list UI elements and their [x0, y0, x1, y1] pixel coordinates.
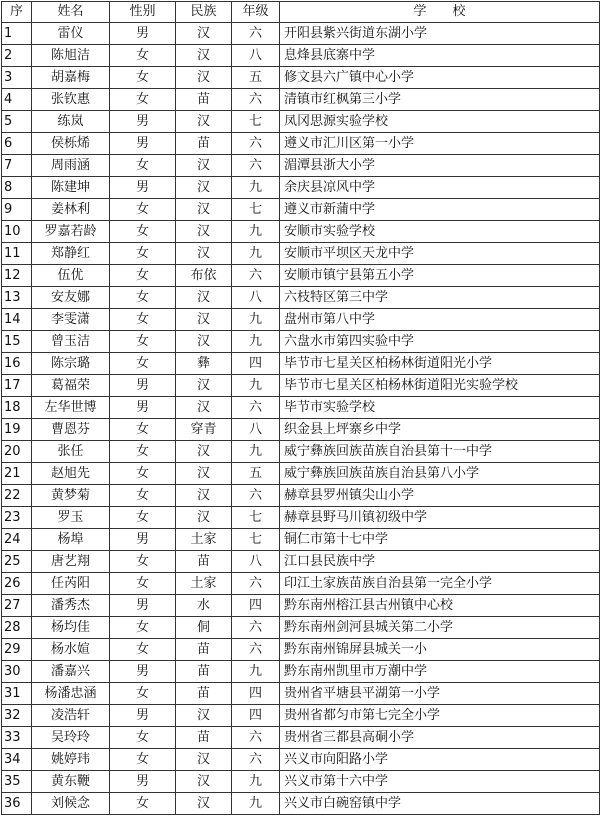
- ethnicity-cell: 汉: [176, 441, 232, 463]
- table-row: [2, 353, 600, 375]
- grade-cell: 六: [232, 573, 280, 595]
- table-row: [2, 155, 600, 177]
- grade-cell: 六: [232, 749, 280, 771]
- grade-cell: 八: [232, 419, 280, 441]
- seq-cell: 13: [2, 287, 32, 309]
- gender-cell: 女: [110, 507, 176, 529]
- school-cell: 安顺市平坝区天龙中学: [280, 243, 600, 265]
- grade-cell: 四: [232, 353, 280, 375]
- seq-cell: 11: [2, 243, 32, 265]
- ethnicity-cell: 汉: [176, 155, 232, 177]
- table-row: [2, 793, 600, 815]
- ethnicity-cell: 汉: [176, 111, 232, 133]
- grade-cell: 九: [232, 375, 280, 397]
- table-row: [2, 573, 600, 595]
- ethnicity-cell: 汉: [176, 287, 232, 309]
- seq-cell: 25: [2, 551, 32, 573]
- school-cell: 黔东南州榕江县古州镇中心校: [280, 595, 600, 617]
- seq-cell: 3: [2, 67, 32, 89]
- header-gender: 性别: [110, 2, 176, 23]
- name-cell: 潘嘉兴: [32, 661, 110, 683]
- header-school: 学 校: [280, 2, 600, 23]
- seq-cell: 8: [2, 177, 32, 199]
- name-cell: 陈建坤: [32, 177, 110, 199]
- seq-cell: 35: [2, 771, 32, 793]
- table-row: [2, 595, 600, 617]
- name-cell: 葛福荣: [32, 375, 110, 397]
- ethnicity-cell: 苗: [176, 639, 232, 661]
- seq-cell: 22: [2, 485, 32, 507]
- seq-cell: 9: [2, 199, 32, 221]
- grade-cell: 七: [232, 529, 280, 551]
- seq-cell: 20: [2, 441, 32, 463]
- table-row: [2, 463, 600, 485]
- ethnicity-cell: 土家: [176, 529, 232, 551]
- table-row: [2, 221, 600, 243]
- header-grade: 年级: [232, 2, 280, 23]
- school-cell: 六枝特区第三中学: [280, 287, 600, 309]
- ethnicity-cell: 汉: [176, 23, 232, 45]
- grade-cell: 九: [232, 221, 280, 243]
- seq-cell: 7: [2, 155, 32, 177]
- school-cell: 遵义市新蒲中学: [280, 199, 600, 221]
- ethnicity-cell: 苗: [176, 661, 232, 683]
- seq-cell: 33: [2, 727, 32, 749]
- name-cell: 刘候念: [32, 793, 110, 815]
- seq-cell: 21: [2, 463, 32, 485]
- name-cell: 潘秀杰: [32, 595, 110, 617]
- gender-cell: 女: [110, 353, 176, 375]
- table-row: [2, 89, 600, 111]
- ethnicity-cell: 苗: [176, 683, 232, 705]
- table-row: [2, 199, 600, 221]
- ethnicity-cell: 彝: [176, 353, 232, 375]
- grade-cell: 八: [232, 45, 280, 67]
- table-row: [2, 67, 600, 89]
- name-cell: 罗嘉若龄: [32, 221, 110, 243]
- seq-cell: 12: [2, 265, 32, 287]
- grade-cell: 六: [232, 397, 280, 419]
- seq-cell: 5: [2, 111, 32, 133]
- ethnicity-cell: 汉: [176, 309, 232, 331]
- table-row: [2, 177, 600, 199]
- name-cell: 唐艺翔: [32, 551, 110, 573]
- school-cell: 兴义市第十六中学: [280, 771, 600, 793]
- ethnicity-cell: 土家: [176, 573, 232, 595]
- gender-cell: 男: [110, 133, 176, 155]
- seq-cell: 6: [2, 133, 32, 155]
- grade-cell: 六: [232, 133, 280, 155]
- seq-cell: 2: [2, 45, 32, 67]
- school-cell: 赫章县罗州镇尖山小学: [280, 485, 600, 507]
- ethnicity-cell: 侗: [176, 617, 232, 639]
- seq-cell: 30: [2, 661, 32, 683]
- header-seq: 序: [2, 2, 32, 23]
- gender-cell: 男: [110, 375, 176, 397]
- school-cell: 六盘水市第四实验中学: [280, 331, 600, 353]
- gender-cell: 女: [110, 617, 176, 639]
- school-cell: 兴义市白碗窑镇中学: [280, 793, 600, 815]
- gender-cell: 男: [110, 177, 176, 199]
- seq-cell: 24: [2, 529, 32, 551]
- ethnicity-cell: 汉: [176, 243, 232, 265]
- gender-cell: 男: [110, 661, 176, 683]
- name-cell: 张任: [32, 441, 110, 463]
- table-row: [2, 485, 600, 507]
- table-row: [2, 133, 600, 155]
- table-row: [2, 45, 600, 67]
- name-cell: 曾玉洁: [32, 331, 110, 353]
- gender-cell: 女: [110, 463, 176, 485]
- seq-cell: 10: [2, 221, 32, 243]
- gender-cell: 女: [110, 639, 176, 661]
- name-cell: 杨埠: [32, 529, 110, 551]
- school-cell: 毕节市实验学校: [280, 397, 600, 419]
- gender-cell: 女: [110, 331, 176, 353]
- name-cell: 伍优: [32, 265, 110, 287]
- gender-cell: 女: [110, 419, 176, 441]
- name-cell: 左华世博: [32, 397, 110, 419]
- table-row: [2, 441, 600, 463]
- gender-cell: 女: [110, 793, 176, 815]
- student-table: [1, 1, 600, 815]
- grade-cell: 七: [232, 199, 280, 221]
- ethnicity-cell: 汉: [176, 221, 232, 243]
- name-cell: 胡嘉梅: [32, 67, 110, 89]
- seq-cell: 31: [2, 683, 32, 705]
- name-cell: 周雨涵: [32, 155, 110, 177]
- school-cell: 毕节市七星关区柏杨林街道阳光小学: [280, 353, 600, 375]
- table-row: [2, 287, 600, 309]
- table-row: [2, 617, 600, 639]
- gender-cell: 女: [110, 441, 176, 463]
- table-row: [2, 551, 600, 573]
- name-cell: 李雯潇: [32, 309, 110, 331]
- gender-cell: 女: [110, 45, 176, 67]
- seq-cell: 23: [2, 507, 32, 529]
- table-row: [2, 23, 600, 45]
- grade-cell: 六: [232, 727, 280, 749]
- table-row: [2, 749, 600, 771]
- seq-cell: 36: [2, 793, 32, 815]
- grade-cell: 七: [232, 111, 280, 133]
- name-cell: 黄梦菊: [32, 485, 110, 507]
- table-row: [2, 111, 600, 133]
- table-row: [2, 419, 600, 441]
- school-cell: 赫章县野马川镇初级中学: [280, 507, 600, 529]
- table-row: [2, 375, 600, 397]
- header-name: 姓名: [32, 2, 110, 23]
- grade-cell: 六: [232, 23, 280, 45]
- gender-cell: 女: [110, 309, 176, 331]
- grade-cell: 四: [232, 595, 280, 617]
- gender-cell: 女: [110, 155, 176, 177]
- grade-cell: 九: [232, 441, 280, 463]
- gender-cell: 男: [110, 705, 176, 727]
- seq-cell: 28: [2, 617, 32, 639]
- name-cell: 黄东鞭: [32, 771, 110, 793]
- ethnicity-cell: 苗: [176, 133, 232, 155]
- name-cell: 罗玉: [32, 507, 110, 529]
- seq-cell: 4: [2, 89, 32, 111]
- school-cell: 江口县民族中学: [280, 551, 600, 573]
- school-cell: 遵义市汇川区第一小学: [280, 133, 600, 155]
- grade-cell: 九: [232, 793, 280, 815]
- school-cell: 修文县六广镇中心小学: [280, 67, 600, 89]
- seq-cell: 1: [2, 23, 32, 45]
- grade-cell: 四: [232, 705, 280, 727]
- name-cell: 郑静红: [32, 243, 110, 265]
- seq-cell: 26: [2, 573, 32, 595]
- name-cell: 曹恩芬: [32, 419, 110, 441]
- gender-cell: 女: [110, 221, 176, 243]
- grade-cell: 九: [232, 309, 280, 331]
- table-row: [2, 661, 600, 683]
- gender-cell: 男: [110, 771, 176, 793]
- gender-cell: 男: [110, 23, 176, 45]
- grade-cell: 九: [232, 771, 280, 793]
- school-cell: 织金县上坪寨乡中学: [280, 419, 600, 441]
- name-cell: 杨均佳: [32, 617, 110, 639]
- gender-cell: 男: [110, 397, 176, 419]
- grade-cell: 九: [232, 661, 280, 683]
- school-cell: 安顺市镇宁县第五小学: [280, 265, 600, 287]
- gender-cell: 女: [110, 89, 176, 111]
- seq-cell: 18: [2, 397, 32, 419]
- gender-cell: 女: [110, 551, 176, 573]
- grade-cell: 六: [232, 617, 280, 639]
- gender-cell: 女: [110, 199, 176, 221]
- ethnicity-cell: 苗: [176, 727, 232, 749]
- grade-cell: 五: [232, 67, 280, 89]
- school-cell: 贵州省都匀市第七完全小学: [280, 705, 600, 727]
- seq-cell: 17: [2, 375, 32, 397]
- table-row: [2, 309, 600, 331]
- seq-cell: 32: [2, 705, 32, 727]
- ethnicity-cell: 汉: [176, 463, 232, 485]
- grade-cell: 九: [232, 243, 280, 265]
- school-cell: 威宁彝族回族苗族自治县第八小学: [280, 463, 600, 485]
- seq-cell: 19: [2, 419, 32, 441]
- ethnicity-cell: 汉: [176, 793, 232, 815]
- name-cell: 姜林利: [32, 199, 110, 221]
- header-ethnicity: 民族: [176, 2, 232, 23]
- table-row: [2, 683, 600, 705]
- ethnicity-cell: 汉: [176, 177, 232, 199]
- seq-cell: 29: [2, 639, 32, 661]
- school-cell: 黔东南州凯里市万潮中学: [280, 661, 600, 683]
- grade-cell: 九: [232, 331, 280, 353]
- school-cell: 威宁彝族回族苗族自治县第十一中学: [280, 441, 600, 463]
- ethnicity-cell: 汉: [176, 705, 232, 727]
- gender-cell: 女: [110, 287, 176, 309]
- grade-cell: 九: [232, 177, 280, 199]
- grade-cell: 八: [232, 287, 280, 309]
- gender-cell: 女: [110, 683, 176, 705]
- seq-cell: 34: [2, 749, 32, 771]
- school-cell: 余庆县凉风中学: [280, 177, 600, 199]
- school-cell: 凤冈思源实验学校: [280, 111, 600, 133]
- school-cell: 铜仁市第十七中学: [280, 529, 600, 551]
- ethnicity-cell: 苗: [176, 89, 232, 111]
- gender-cell: 女: [110, 573, 176, 595]
- ethnicity-cell: 汉: [176, 199, 232, 221]
- ethnicity-cell: 汉: [176, 45, 232, 67]
- ethnicity-cell: 穿青: [176, 419, 232, 441]
- name-cell: 赵旭先: [32, 463, 110, 485]
- grade-cell: 六: [232, 89, 280, 111]
- name-cell: 杨水媗: [32, 639, 110, 661]
- header-row: [2, 2, 600, 23]
- seq-cell: 14: [2, 309, 32, 331]
- table-row: [2, 507, 600, 529]
- ethnicity-cell: 汉: [176, 749, 232, 771]
- table-row: [2, 243, 600, 265]
- school-cell: 毕节市七星关区柏杨林街道阳光实验学校: [280, 375, 600, 397]
- school-cell: 贵州省平塘县平湖第一小学: [280, 683, 600, 705]
- table-row: [2, 529, 600, 551]
- name-cell: 陈宗璐: [32, 353, 110, 375]
- name-cell: 姚婷玮: [32, 749, 110, 771]
- name-cell: 杨潘忠涵: [32, 683, 110, 705]
- school-cell: 开阳县紫兴街道东湖小学: [280, 23, 600, 45]
- gender-cell: 女: [110, 749, 176, 771]
- school-cell: 清镇市红枫第三小学: [280, 89, 600, 111]
- seq-cell: 16: [2, 353, 32, 375]
- school-cell: 兴义市向阳路小学: [280, 749, 600, 771]
- gender-cell: 男: [110, 595, 176, 617]
- gender-cell: 女: [110, 243, 176, 265]
- table-row: [2, 639, 600, 661]
- name-cell: 吴玲玲: [32, 727, 110, 749]
- ethnicity-cell: 汉: [176, 485, 232, 507]
- gender-cell: 男: [110, 529, 176, 551]
- name-cell: 张钦惠: [32, 89, 110, 111]
- grade-cell: 八: [232, 551, 280, 573]
- name-cell: 雷仪: [32, 23, 110, 45]
- seq-cell: 27: [2, 595, 32, 617]
- gender-cell: 女: [110, 67, 176, 89]
- table-row: [2, 771, 600, 793]
- grade-cell: 四: [232, 683, 280, 705]
- table-row: [2, 265, 600, 287]
- ethnicity-cell: 汉: [176, 67, 232, 89]
- gender-cell: 男: [110, 111, 176, 133]
- ethnicity-cell: 水: [176, 595, 232, 617]
- ethnicity-cell: 汉: [176, 375, 232, 397]
- school-cell: 黔东南州锦屏县城关一小: [280, 639, 600, 661]
- table-row: [2, 705, 600, 727]
- grade-cell: 七: [232, 507, 280, 529]
- school-cell: 湄潭县浙大小学: [280, 155, 600, 177]
- ethnicity-cell: 汉: [176, 771, 232, 793]
- grade-cell: 五: [232, 463, 280, 485]
- table-row: [2, 397, 600, 419]
- gender-cell: 女: [110, 727, 176, 749]
- name-cell: 任芮阳: [32, 573, 110, 595]
- ethnicity-cell: 汉: [176, 331, 232, 353]
- school-cell: 贵州省三都县高硐小学: [280, 727, 600, 749]
- grade-cell: 六: [232, 155, 280, 177]
- school-cell: 盘州市第八中学: [280, 309, 600, 331]
- school-cell: 息烽县底寨中学: [280, 45, 600, 67]
- school-cell: 印江土家族苗族自治县第一完全小学: [280, 573, 600, 595]
- gender-cell: 女: [110, 485, 176, 507]
- school-cell: 安顺市实验学校: [280, 221, 600, 243]
- ethnicity-cell: 布依: [176, 265, 232, 287]
- name-cell: 陈旭洁: [32, 45, 110, 67]
- name-cell: 凌浩轩: [32, 705, 110, 727]
- name-cell: 安友娜: [32, 287, 110, 309]
- name-cell: 侯栎烯: [32, 133, 110, 155]
- table-row: [2, 727, 600, 749]
- grade-cell: 六: [232, 639, 280, 661]
- table-row: [2, 331, 600, 353]
- grade-cell: 六: [232, 485, 280, 507]
- ethnicity-cell: 苗: [176, 551, 232, 573]
- gender-cell: 女: [110, 265, 176, 287]
- name-cell: 练岚: [32, 111, 110, 133]
- ethnicity-cell: 汉: [176, 507, 232, 529]
- ethnicity-cell: 汉: [176, 397, 232, 419]
- grade-cell: 六: [232, 265, 280, 287]
- seq-cell: 15: [2, 331, 32, 353]
- school-cell: 黔东南州剑河县城关第二小学: [280, 617, 600, 639]
